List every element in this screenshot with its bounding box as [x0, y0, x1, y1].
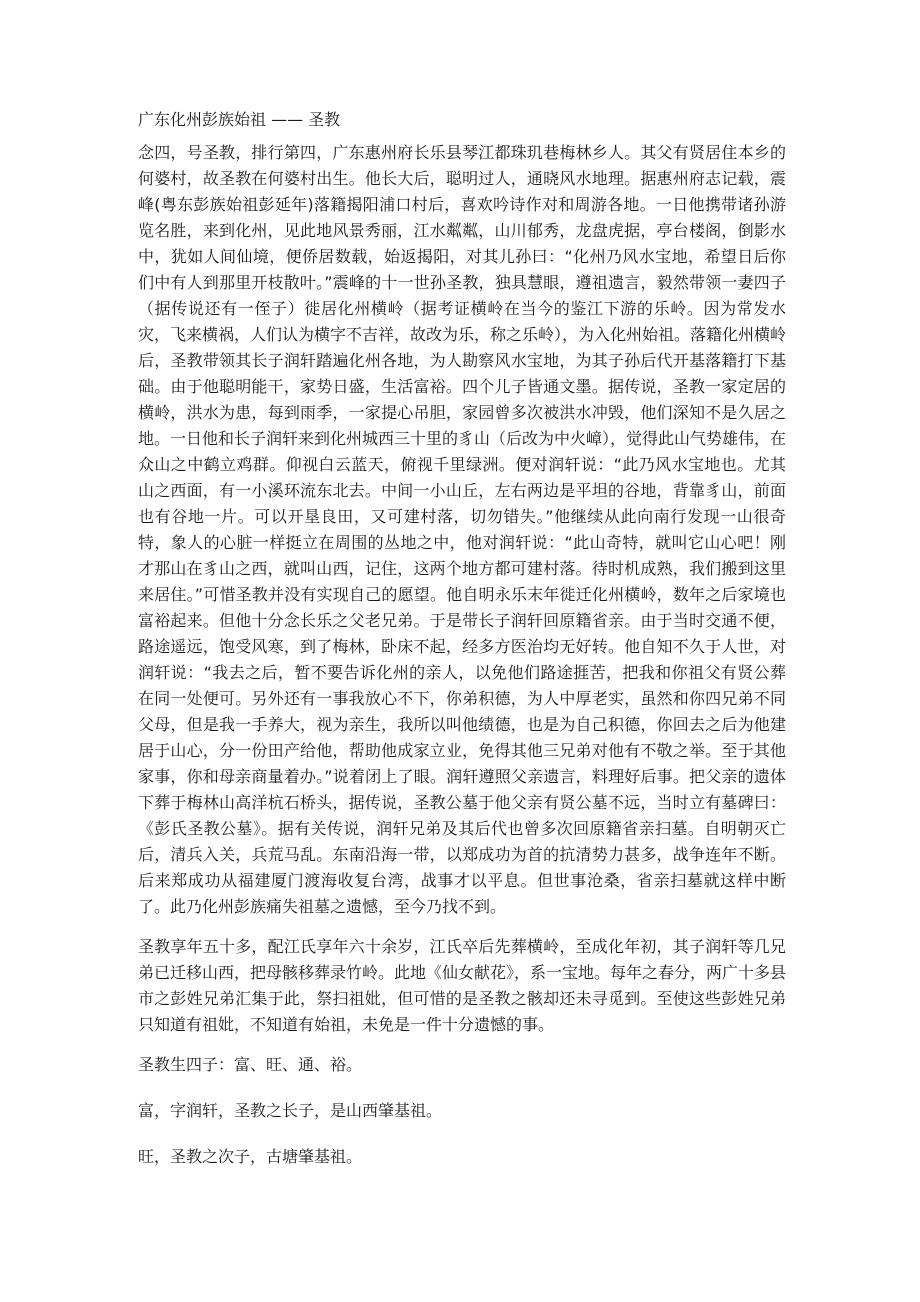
document-page [138, 108, 786, 1190]
paragraph-biography: 念四，号圣教，排行第四，广东惠州府长乐县琴江都珠玑巷梅林乡人。其父有贤居住本乡的何婆村，故圣教在何婆村出生。他长大后，聪明过人，通晓风水地理。据惠州府志记载，震峰(粤东彭族始祖彭延年)落籍揭阳浦口村后，喜欢吟诗作对和周游各地。一日他携带诸孙游览名胜，来到化州，见此地风景秀丽，江水粼粼，山川郁秀，龙盘虎据，亭台楼阁，倒影水中，犹如人间仙境，便侨居数载，始返揭阳，对其儿孙曰：“化州乃风水宝地，希望日后你们中有人到那里开枝散叶。”震峰的十一世孙圣教，独具慧眼，遵祖遗言，毅然带领一妻四子（据传说还有一侄子）徙居化州横岭（据考证横岭在当今的鉴江下游的乐岭。因为常发水灾，飞来横祸，人们认为横字不吉祥，故改为乐，称之乐岭），为入化州始祖。落籍化州横岭后，圣教带领其长子润轩踏遍化州各地，为人勘察风水宝地，为其子孙后代开基落籍打下基础。由于他聪明能干，家势日盛，生活富裕。四个儿子皆通文墨。据传说，圣教一家定居的横岭，洪水为患，每到雨季，一家提心吊胆，家园曾多次被洪水冲毁，他们深知不是久居之地。一日他和长子润轩来到化州城西三十里的豸山（后改为中火嶂），觉得此山气势雄伟，在众山之中鹤立鸡群。仰视白云蓝天，俯视千里绿洲。便对润轩说：“此乃风水宝地也。尤其山之西面，有一小溪环流东北去。中间一小山丘，左右两边是平坦的谷地，背靠豸山，前面也有谷地一片。可以开垦良田，又可建村落，切勿错失。”他继续从此向南行发现一山很奇特，象人的心脏一样挺立在周围的丛地之中，他对润轩说：“此山奇特，就叫它山心吧！刚才那山在豸山之西，就叫山西，记住，这两个地方都可建村落。待时机成熟，我们搬到这里来居住。”可惜圣教并没有实现自己的愿望。他自明永乐末年徙迁化州横岭，数年之后家境也富裕起来。但他十分念长乐之父老兄弟。于是带长子润轩回原籍省亲。由于当时交通不便，路途遥远，饱受风寒，到了梅林，卧床不起，经多方医治均无好转。他自知不久于人世，对润轩说：“我去之后，暂不要告诉化州的亲人，以免他们路途捱苦，把我和你祖父有贤公葬在同一处便可。另外还有一事我放心不下，你弟积德，为人中厚老实，虽然和你四兄弟不同父母，但是我一手养大，视为亲生，我所以叫他绩德，也是为自己积德，你回去之后为他建居于山心，分一份田产给他，帮助他成家立业，免得其他三兄弟对他有不敬之举。至于其他家事，你和母亲商量着办。”说着闭上了眼。润轩遵照父亲遗言，料理好后事。把父亲的遗体下葬于梅林山高洋杭石桥头，据传说，圣教公墓于他父亲有贤公墓不远，当时立有墓碑曰：《彭氏圣教公墓》。据有关传说，润轩兄弟及其后代也曾多次回原籍省亲扫墓。自明朝灭亡后，清兵入关，兵荒马乱。东南沿海一带，以郑成功为首的抗清势力甚多，战争连年不断。后来郑成功从福建厦门渡海收复台湾，战事才以平息。但世事沧桑，省亲扫墓就这样中断了。此乃化州彭族痛失祖墓之遗憾，至今乃找不到。 [138, 143, 787, 916]
document-title: 广东化州彭族始祖 —— 圣教 [138, 110, 341, 129]
paragraph-first-son: 富，字润轩，圣教之长子，是山西肇基祖。 [138, 1101, 443, 1120]
paragraph-spouse: 圣教享年五十多，配江氏享年六十余岁，江氏卒后先葬横岭，至成化年初，其子润轩等几兄弟已迁移山西，把母骸移葬录竹岭。此地《仙女献花》，系一宝地。每年之春分，两广十多县市之彭姓兄弟汇集于此，祭扫祖妣，但可惜的是圣教之骸却还未寻觅到。至使这些彭姓兄弟只知道有祖妣，不知道有始祖，未免是一件十分遗憾的事。 [138, 937, 787, 1034]
paragraph-second-son: 旺，圣教之次子，古塘肇基祖。 [138, 1147, 363, 1166]
paragraph-sons: 圣教生四子：富、旺、通、裕。 [138, 1055, 363, 1074]
